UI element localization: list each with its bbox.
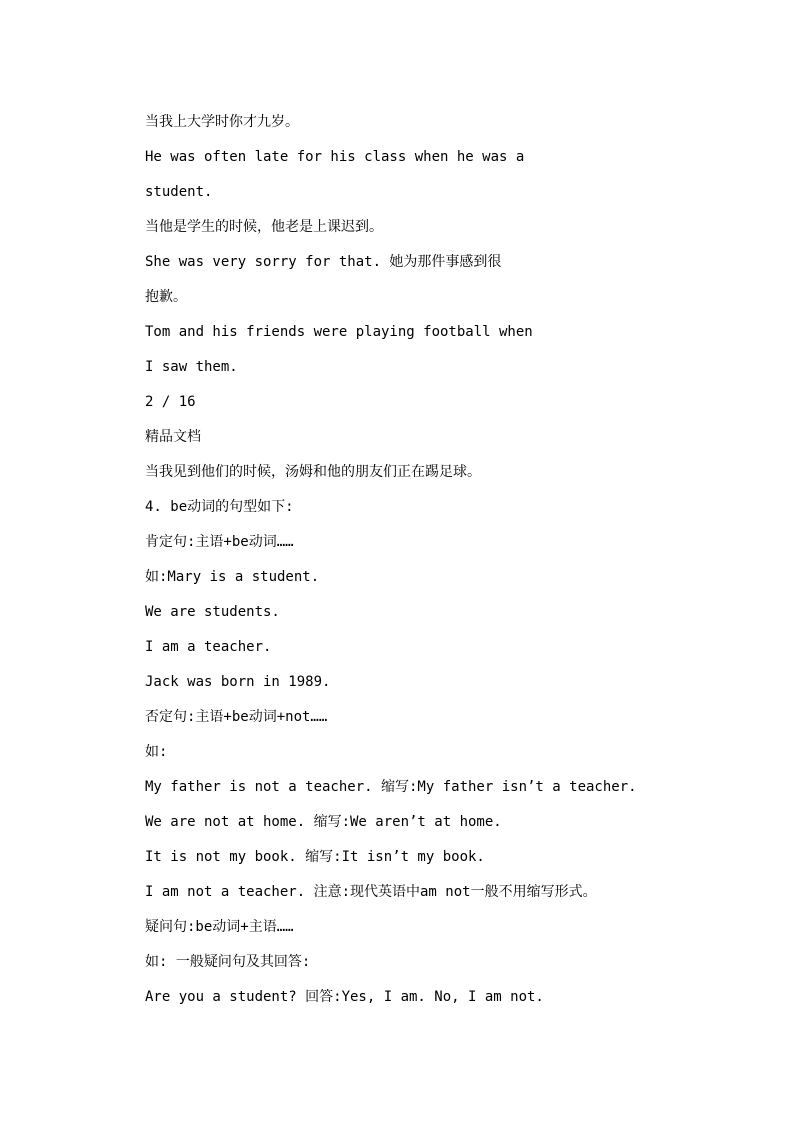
affirmative-rule: 肯定句:主语+be动词…… (145, 534, 294, 550)
affirmative-example-3: I am a teacher. (145, 639, 272, 655)
example-late-line-1: He was often late for his class when he was a (145, 149, 525, 165)
affirmative-example-4: Jack was born in 1989. (145, 674, 331, 690)
example-late-line-2: student. (145, 184, 213, 200)
chinese-sentence-late: 当他是学生的时候，他老是上课迟到。 (145, 219, 383, 235)
affirmative-example-1: 如:Mary is a student. (145, 569, 320, 585)
chinese-sentence-college: 当我上大学时你才九岁。 (145, 114, 299, 130)
negative-example-2: We are not at home. 缩写:We aren’t at home. (145, 814, 502, 830)
negative-example-3: It is not my book. 缩写:It isn’t my book. (145, 849, 485, 865)
negative-example-1: My father is not a teacher. 缩写:My father isn’t a teacher. (145, 779, 637, 795)
example-football-line-1: Tom and his friends were playing football when (145, 324, 533, 340)
negative-example-4: I am not a teacher. 注意:现代英语中am not一般不用缩写形式。 (145, 884, 597, 900)
watermark-label: 精品文档 (145, 429, 201, 445)
question-rule: 疑问句:be动词+主语…… (145, 919, 294, 935)
chinese-sentence-football: 当我见到他们的时候，汤姆和他的朋友们正在踢足球。 (145, 464, 481, 480)
negative-example-intro: 如: (145, 744, 168, 760)
example-sorry-line-1: She was very sorry for that. 她为那件事感到很 (145, 254, 502, 270)
page-number: 2 / 16 (145, 394, 196, 410)
section-heading: 4. be动词的句型如下: (145, 499, 294, 515)
question-example-1: Are you a student? 回答:Yes, I am. No, I am not. (145, 989, 544, 1005)
negative-rule: 否定句:主语+be动词+not…… (145, 709, 328, 725)
question-example-intro: 如: 一般疑问句及其回答: (145, 954, 311, 970)
example-football-line-2: I saw them. (145, 359, 238, 375)
example-sorry-line-2: 抱歉。 (145, 289, 187, 305)
affirmative-example-2: We are students. (145, 604, 280, 620)
